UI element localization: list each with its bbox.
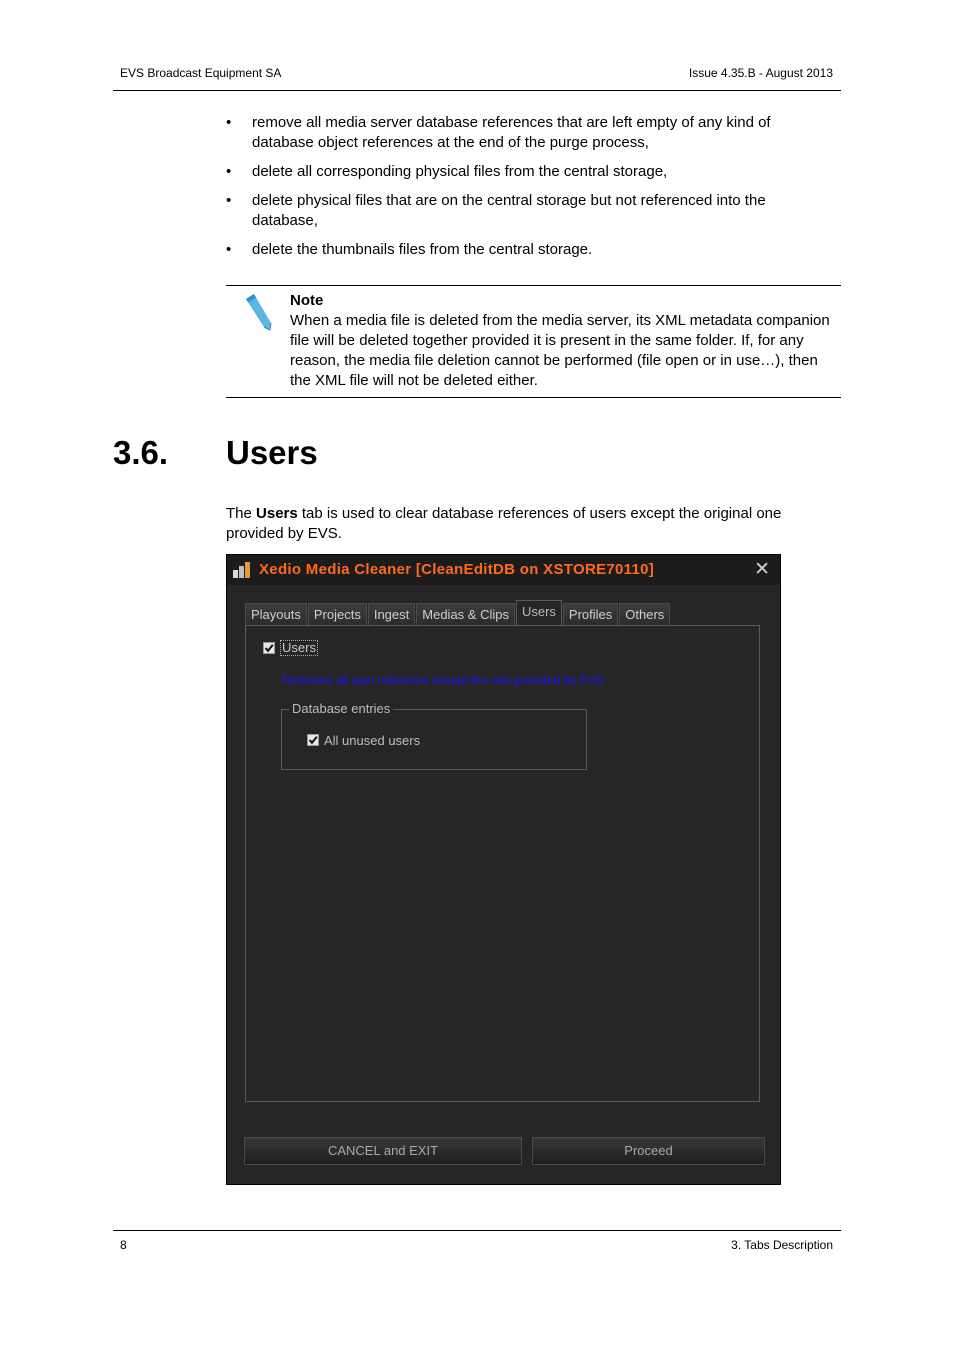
section-number: 3.6. (113, 434, 169, 471)
tab-profiles[interactable]: Profiles (563, 603, 618, 626)
all-unused-users-label[interactable]: All unused users (324, 733, 421, 748)
tab-playouts[interactable]: Playouts (245, 603, 307, 626)
section-intro (226, 504, 816, 544)
users-checkbox[interactable] (263, 642, 275, 654)
note-rule-top (226, 285, 841, 286)
intro-text-bold: Users (256, 505, 298, 522)
bullet-item (226, 113, 826, 153)
bullet-list (226, 113, 826, 269)
tab-projects[interactable]: Projects (308, 603, 367, 626)
close-icon[interactable]: ✕ (754, 559, 770, 580)
title-bar[interactable] (227, 555, 780, 585)
header-rule (113, 90, 841, 91)
section-title: Users (226, 434, 318, 471)
tab-bar (245, 601, 671, 625)
group-title: Database entries (289, 701, 393, 716)
bullet-dot: • (226, 163, 232, 180)
intro-text-post: tab is used to clear database references of users except the original one provided by EVS. (226, 505, 782, 542)
tab-ingest[interactable]: Ingest (368, 603, 415, 626)
bullet-text: delete the thumbnails files from the central storage. (252, 241, 593, 258)
tab-medias-clips[interactable]: Medias & Clips (416, 603, 515, 626)
intro-text-pre: The (226, 505, 257, 522)
bullet-item (226, 191, 826, 231)
bullet-dot: • (226, 241, 232, 258)
bullet-text: delete physical files that are on the central storage but not referenced into the database, (252, 192, 766, 229)
bullet-dot: • (226, 114, 232, 131)
tab-others[interactable]: Others (619, 603, 670, 626)
users-checkbox-label[interactable]: Users (282, 640, 316, 655)
database-entries-group (281, 701, 587, 770)
app-window (226, 554, 781, 1185)
tab-users[interactable]: Users (516, 600, 562, 626)
app-icon (232, 561, 252, 579)
footer-rule (113, 1230, 841, 1231)
footer-chapter: 3. Tabs Description (731, 1238, 833, 1252)
cancel-exit-button[interactable]: CANCEL and EXIT (244, 1137, 522, 1165)
pencil-icon (242, 291, 274, 331)
note-text: When a media file is deleted from the media server, its XML metadata companion file will be deleted together provided it is present in the same folder. If, for any reason, the media file deletion cannot be performed (file open or in use…), then the XML file will not be deleted either. (290, 312, 830, 389)
bullet-dot: • (226, 192, 232, 209)
proceed-button[interactable]: Proceed (532, 1137, 765, 1165)
checkmark-icon (264, 643, 274, 653)
bullet-item (226, 240, 826, 260)
header-issue: Issue 4.35.B - August 2013 (688, 66, 833, 80)
window-title: Xedio Media Cleaner [CleanEditDB on XSTORE70110] (259, 561, 655, 578)
bullet-text: remove all media server database references that are left empty of any kind of database object references at the end of the purge process, (252, 114, 771, 151)
tab-panel (245, 625, 760, 1102)
bullet-text: delete all corresponding physical files from the central storage, (252, 163, 668, 180)
checkmark-icon (308, 735, 318, 745)
note-rule-bottom (226, 397, 841, 398)
all-unused-users-checkbox[interactable] (307, 734, 319, 746)
bullet-item (226, 162, 826, 182)
header-company: EVS Broadcast Equipment SA (120, 66, 282, 80)
users-description: Removes all user reference except the one provided by EVS (282, 673, 604, 687)
footer-page-number: 8 (120, 1238, 127, 1252)
note-title: Note (290, 292, 324, 309)
